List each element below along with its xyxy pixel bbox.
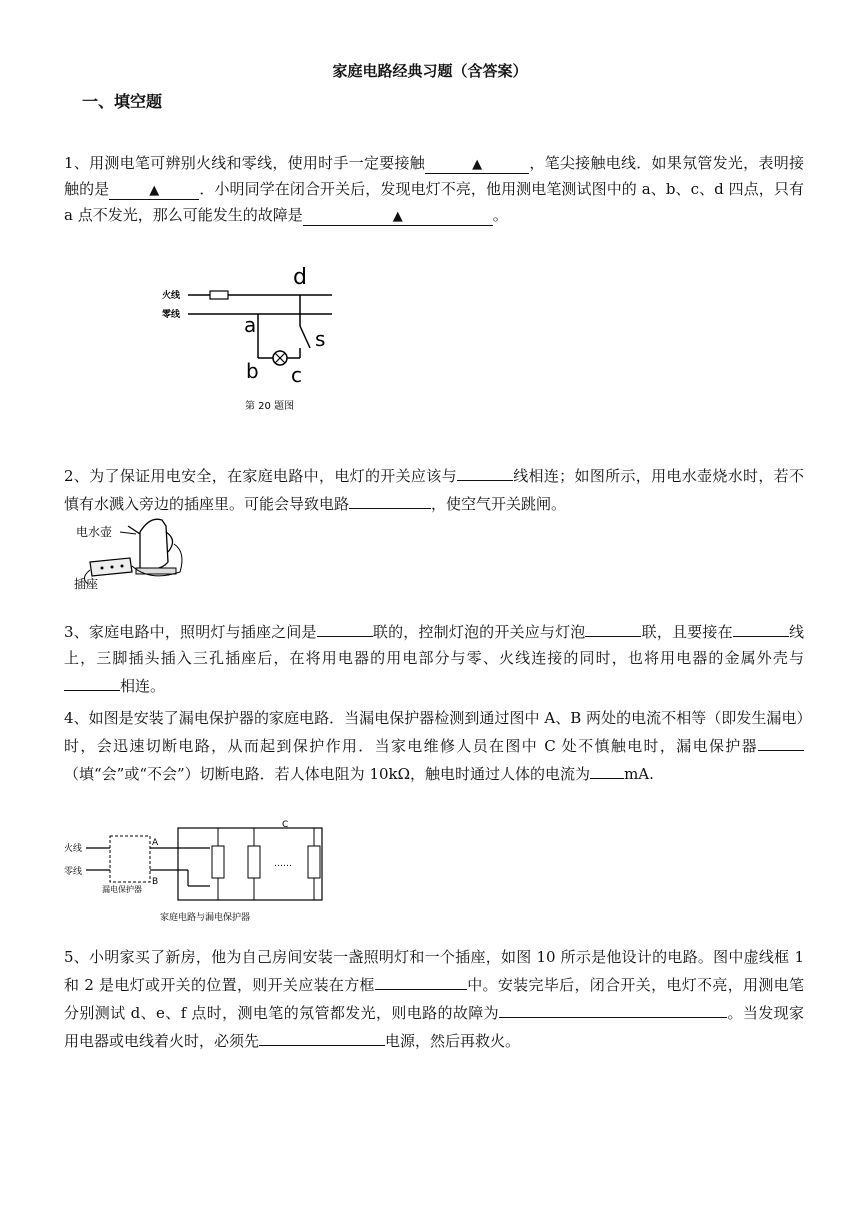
ellipsis-dots: …… (274, 859, 292, 869)
q4-blank-2[interactable] (590, 759, 624, 779)
figure-caption: 第 20 题图 (245, 401, 295, 412)
q2-blank-1[interactable] (457, 461, 513, 481)
neutral-wire-label: 零线 (64, 867, 83, 877)
q3-text-b: 联的，控制灯泡的开关应与灯泡 (372, 623, 586, 641)
section-heading: 一、填空题 (82, 92, 163, 111)
switch-icon (300, 326, 310, 348)
q2-text-c: ，使空气开关跳闸。 (431, 495, 567, 513)
kettle-icon (140, 519, 168, 569)
point-B-label: B (152, 877, 159, 887)
q3-blank-3[interactable] (733, 617, 789, 637)
question-4 (64, 705, 804, 787)
live-wire-label: 火线 (64, 844, 83, 854)
appliance-3-icon (308, 846, 320, 878)
appliance-1-icon (212, 846, 224, 878)
kettle-label: 电水壶 (76, 525, 113, 539)
q1-circuit-figure (150, 262, 350, 422)
q3-blank-2[interactable] (585, 617, 641, 637)
live-wire-label: 火线 (162, 291, 181, 301)
q1-text-c: ．小明同学在闭合开关后，发现电灯不亮，他用测电笔测试图中的 a、b、c、d 四点，只有 a 点不发光，那么可能发生的故障是 (64, 180, 804, 224)
point-C-label: C (282, 820, 289, 830)
q4-leakage-figure (62, 818, 332, 928)
leakage-protector-box (110, 836, 150, 882)
q2-text-a: 2、为了保证用电安全，在家庭电路中，电灯的开关应该与 (64, 467, 457, 485)
q5-blank-1[interactable] (375, 970, 467, 990)
q5-text-d: 电源，然后再救火。 (385, 1032, 521, 1050)
triangle-icon: ▲ (149, 183, 160, 198)
q1-blank-1[interactable] (425, 154, 529, 174)
q2-blank-2[interactable] (349, 489, 431, 509)
point-a-label: a (244, 313, 257, 337)
q4-blank-1[interactable] (758, 731, 804, 751)
q5-blank-3[interactable] (259, 1026, 385, 1046)
q4-text-b: （填“会”或“不会”）切断电路．若人体电阻为 10kΩ，触电时通过人体的电流为 (64, 765, 591, 783)
q2-text-b: 线相连；如图所示，用电水壶烧水时，若不慎有水溅入旁边的插座里。可能会导致电路 (64, 467, 804, 513)
triangle-icon: ▲ (472, 157, 483, 172)
question-1 (64, 150, 804, 228)
question-3 (64, 617, 804, 699)
q3-text-a: 3、家庭电路中，照明灯与插座之间是 (64, 623, 317, 641)
point-A-label: A (152, 838, 159, 848)
q1-blank-3[interactable] (303, 206, 493, 226)
page-title: 家庭电路经典习题（含答案） (332, 62, 528, 80)
appliance-2-icon (248, 846, 260, 878)
q5-text-c: 。当发现家用电器或电线着火时，必须先 (64, 1004, 804, 1050)
q3-text-c: 联，且要接在 (641, 623, 733, 641)
q3-text-e: 相连。 (120, 677, 166, 695)
q5-text-a: 5、小明家买了新房，他为自己房间安装一盏照明灯和一个插座，如图 10 所示是他设计的电路。图中虚线框 1 和 2 是电灯或开关的位置，则开关应装在方框 (64, 948, 804, 994)
neutral-wire-label: 零线 (162, 310, 181, 320)
q3-blank-1[interactable] (317, 617, 373, 637)
switch-s-label: s (315, 327, 326, 351)
q3-blank-4[interactable] (64, 671, 120, 691)
point-c-label: c (291, 363, 302, 387)
q5-blank-2[interactable] (499, 998, 727, 1018)
q1-text-d: 。 (492, 206, 508, 224)
q1-text-a: 1、用测电笔可辨别火线和零线，使用时手一定要接触 (64, 154, 426, 172)
question-5 (64, 944, 804, 1054)
q4-text-a: 4、如图是安装了漏电保护器的家庭电路．当漏电保护器检测到通过图中 A、B 两处的电流不相等（即发生漏电）时，会迅速切断电路，从而起到保护作用．当家电维修人员在图中 C 处不慎触电时，漏电保护器 (64, 709, 804, 755)
q2-kettle-figure (70, 512, 190, 596)
triangle-icon: ▲ (392, 209, 403, 224)
q1-blank-2[interactable] (109, 180, 199, 200)
figure-caption: 家庭电路与漏电保护器 (160, 913, 251, 923)
question-2 (64, 461, 804, 517)
socket-label: 插座 (74, 577, 99, 591)
q5-text-b: 中。安装完毕后，闭合开关，电灯不亮，用测电笔分别测试 d、e、f 点时，测电笔的氖管都发光，则电路的故障为 (64, 976, 804, 1022)
protector-label: 漏电保护器 (102, 885, 142, 894)
fuse-icon (210, 291, 228, 299)
point-b-label: b (246, 359, 259, 383)
point-d-label: d (293, 265, 307, 290)
q3-text-d: 线上，三脚插头插入三孔插座后，在将用电器的用电部分与零、火线连接的同时，也将用电器的金属外壳与 (64, 623, 804, 667)
q1-text-b: ，笔尖接触电线．如果氖管发光，表明接触的是 (64, 154, 804, 198)
q4-text-c: mA. (624, 765, 654, 783)
